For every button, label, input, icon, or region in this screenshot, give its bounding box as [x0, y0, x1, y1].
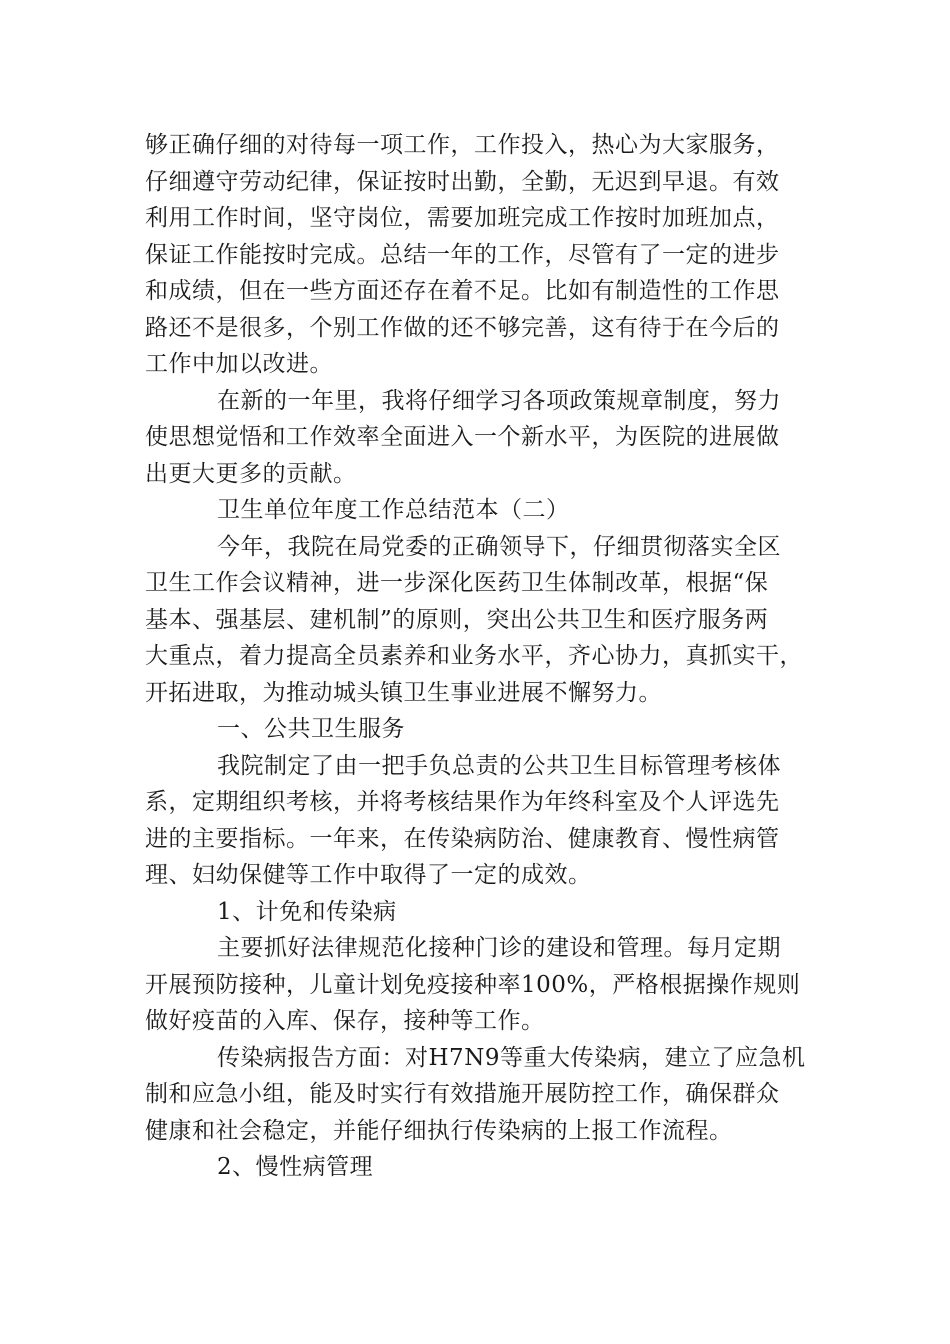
- text-line: 使思想觉悟和工作效率全面进入一个新水平，为医院的进展做: [145, 424, 780, 450]
- text-line: 利用工作时间，坚守岗位，需要加班完成工作按时加班加点，: [145, 205, 780, 231]
- text-line: 卫生工作会议精神，进一步深化医药卫生体制改革，根据“保: [145, 570, 769, 596]
- text-line: 制和应急小组，能及时实行有效措施开展防控工作，确保群众: [145, 1081, 780, 1107]
- text-line: 路还不是很多，个别工作做的还不够完善，这有待于在今后的: [145, 314, 780, 341]
- text-line: 出更大更多的贡献。: [145, 460, 357, 487]
- text-line: 传染病报告方面：对H7N9等重大传染病，建立了应急机: [217, 1044, 806, 1071]
- text-line: 理、妇幼保健等工作中取得了一定的成效。: [145, 862, 592, 888]
- text-line: 健康和社会稳定，并能仔细执行传染病的上报工作流程。: [145, 1117, 733, 1144]
- text-line: 进的主要指标。一年来，在传染病防治、健康教育、慢性病管: [145, 825, 780, 852]
- text-line: 今年，我院在局党委的正确领导下，仔细贯彻落实全区: [217, 533, 781, 560]
- text-line: 卫生单位年度工作总结范本（二）: [217, 497, 570, 523]
- text-line: 和成绩，但在一些方面还存在着不足。比如有制造性的工作思: [145, 278, 780, 304]
- document-body: [145, 127, 805, 1186]
- text-line: 开展预防接种，儿童计划免疫接种率100%，严格根据操作规则: [145, 971, 801, 998]
- text-line: 基本、强基层、建机制”的原则，突出公共卫生和医疗服务两: [145, 606, 769, 633]
- text-line: 大重点，着力提高全员素养和业务水平，齐心协力，真抓实干，: [145, 643, 803, 669]
- text-line: 2、慢性病管理: [217, 1154, 374, 1180]
- text-line: 我院制定了由一把手负总责的公共卫生目标管理考核体: [217, 752, 781, 779]
- text-line: 工作中加以改进。: [145, 351, 333, 377]
- text-line: 做好疫苗的入库、保存，接种等工作。: [145, 1008, 545, 1034]
- text-line: 保证工作能按时完成。总结一年的工作，尽管有了一定的进步: [145, 241, 780, 268]
- text-line: 开拓进取，为推动城头镇卫生事业进展不懈努力。: [145, 679, 662, 706]
- text-line: 够正确仔细的对待每一项工作，工作投入，热心为大家服务，: [145, 132, 780, 158]
- text-line: 一、公共卫生服务: [217, 716, 405, 742]
- text-line: 主要抓好法律规范化接种门诊的建设和管理。每月定期: [217, 935, 781, 961]
- text-line: 仔细遵守劳动纪律，保证按时出勤，全勤，无迟到早退。有效: [145, 168, 780, 195]
- text-line: 系，定期组织考核，并将考核结果作为年终科室及个人评选先: [145, 789, 780, 815]
- text-line: 1、计免和传染病: [217, 898, 397, 925]
- text-line: 在新的一年里，我将仔细学习各项政策规章制度，努力: [217, 387, 781, 414]
